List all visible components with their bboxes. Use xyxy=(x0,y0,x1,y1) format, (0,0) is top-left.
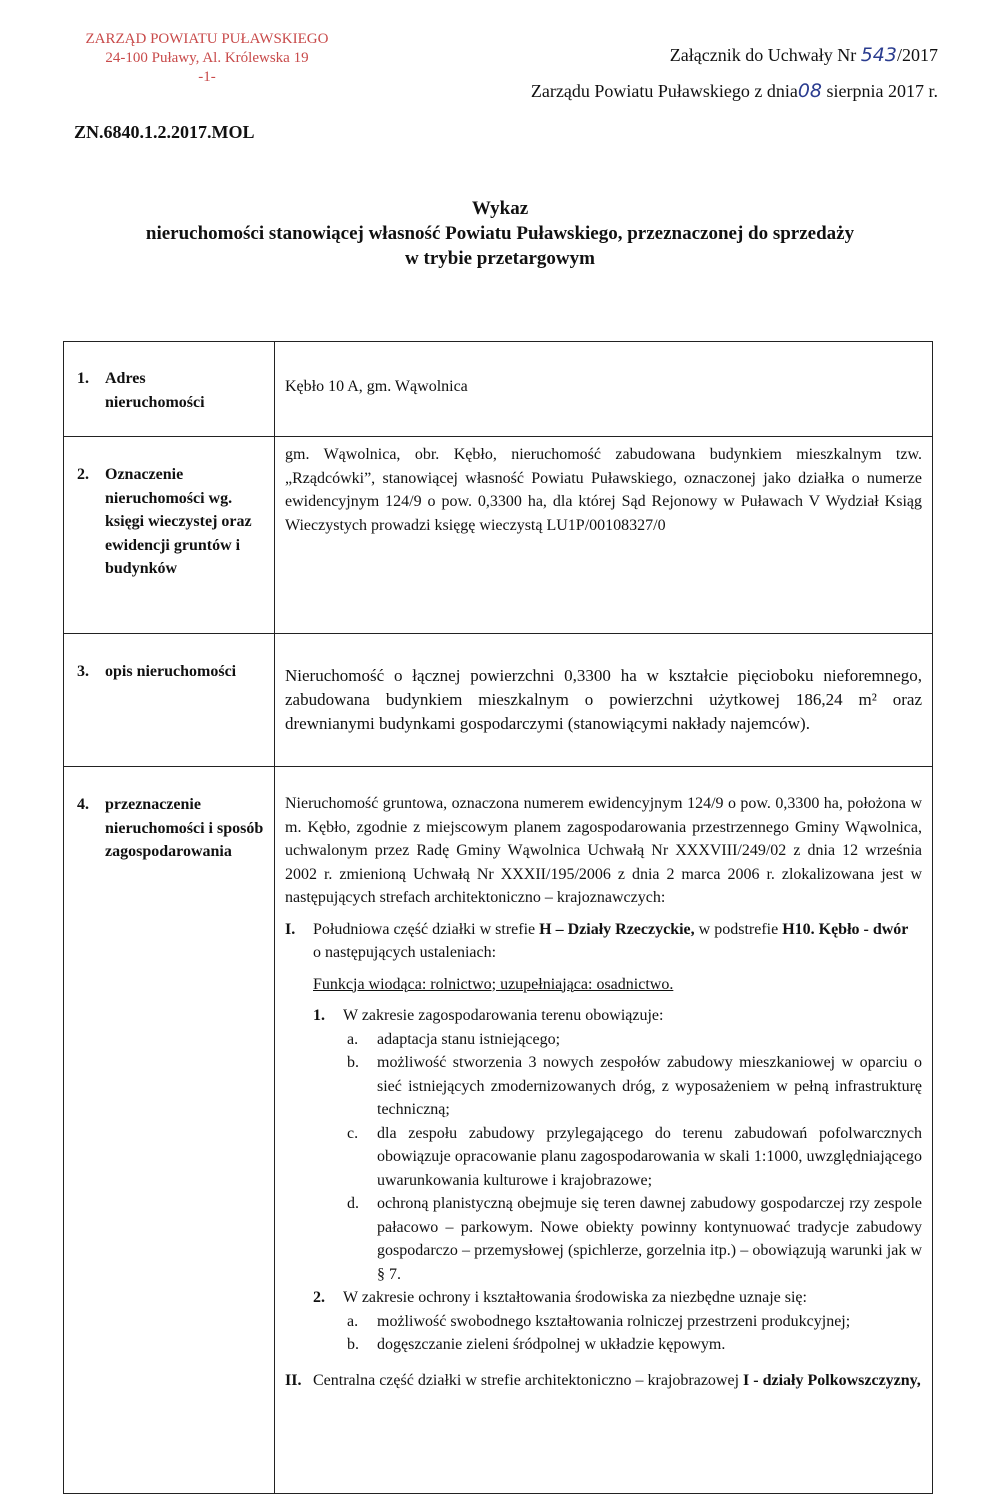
zone-name: I - działy Polkowszczyzny, xyxy=(743,1371,921,1389)
item-number: 1. xyxy=(313,1007,325,1024)
list-item xyxy=(313,1286,922,1310)
list-item xyxy=(313,1004,922,1028)
row-label-text: przeznaczenie nieruchomości i sposób zagospodarowania xyxy=(105,796,264,860)
zone-section-1 xyxy=(285,918,922,997)
letter-text: możliwość stworzenia 3 nowych zespołów zabudowy mieszkaniowej w oparciu o sieć istniejących zmodernizowanych dróg, z wyposażeniem w pełną infrastrukturę techniczną; xyxy=(377,1054,922,1118)
row-label xyxy=(64,767,275,1494)
row-label-text: opis nieruchomości xyxy=(105,663,237,680)
item-text: W zakresie zagospodarowania terenu obowiązuje: xyxy=(343,1007,664,1024)
annex-year: /2017 xyxy=(896,45,938,65)
row-content xyxy=(275,342,933,437)
row-label xyxy=(64,437,275,634)
item-text: W zakresie ochrony i kształtowania środowiska za niezbędne uznaje się: xyxy=(343,1289,807,1306)
letter-marker: d. xyxy=(347,1195,359,1212)
row-content xyxy=(275,767,933,1494)
letter-marker: c. xyxy=(347,1124,359,1142)
office-stamp xyxy=(62,30,352,87)
letter-marker: a. xyxy=(347,1030,359,1048)
address-text: Kębło 10 A, gm. Wąwolnica xyxy=(285,378,468,395)
letter-text: adaptacja stanu istniejącego; xyxy=(377,1030,561,1048)
table-row xyxy=(64,634,933,767)
letter-text: możliwość swobodnego kształtowania rolniczej przestrzeni produkcyjnej; xyxy=(377,1312,851,1330)
section2-text: Centralna część działki w strefie architektoniczno – krajobrazowej xyxy=(313,1371,744,1389)
list-item xyxy=(347,1051,922,1122)
row-number: 1. xyxy=(77,370,89,387)
row-label-text: Oznaczenie nieruchomości wg. księgi wieczystej oraz ewidencji gruntów i budynków xyxy=(105,466,252,577)
zone-name: H – Działy Rzeczyckie, xyxy=(539,920,695,938)
annex-line2-prefix: Zarządu Powiatu Puławskiego z dnia xyxy=(530,81,798,101)
function-text: Funkcja wiodąca: rolnictwo; uzupełniająca: osadnictwo. xyxy=(313,975,674,993)
table-row xyxy=(64,342,933,437)
property-table xyxy=(63,341,933,1494)
list-item xyxy=(347,1333,922,1357)
row-label-text: Adres nieruchomości xyxy=(105,370,205,411)
section1-findings: o następujących ustaleniach: xyxy=(313,944,497,961)
letter-marker: a. xyxy=(347,1312,359,1330)
table-row xyxy=(64,767,933,1494)
section-number: II. xyxy=(285,1371,302,1389)
case-signature: ZN.6840.1.2.2017.MOL xyxy=(74,122,255,142)
stamp-line-1: ZARZĄD POWIATU PUŁAWSKIEGO xyxy=(85,31,329,47)
letter-marker: b. xyxy=(347,1054,359,1071)
list-item xyxy=(347,1122,922,1193)
row-content xyxy=(275,634,933,767)
row-number: 2. xyxy=(77,466,89,483)
annex-prefix: Załącznik do Uchwały Nr xyxy=(669,45,861,65)
letter-marker: b. xyxy=(347,1336,359,1353)
stamp-line-2: 24-100 Puławy, Al. Królewska 19 xyxy=(105,50,309,66)
zoning-intro: Nieruchomość gruntowa, oznaczona numerem ewidencyjnym 124/9 o pow. 0,3300 ha, położona w m. Kębło, zgodnie z miejscowym planem zagospodarowania przestrzennego Gminy Wąwolnica, uchwalonym przez Radę Gminy Wąwolnica Uchwałą Nr XXXVIII/249/02 z dnia 12 września 2002 r. zmienioną Uchwałą Nr XXXII/195/2006 z dnia 2 marca 2006 r. zlokalizowana jest w następujących strefach architektoniczno – krajoznawczych: xyxy=(285,795,922,906)
item-number: 2. xyxy=(313,1289,325,1306)
resolution-day: 08 xyxy=(797,80,823,102)
row-content xyxy=(275,437,933,634)
zoning-sections xyxy=(275,918,932,1393)
row-label xyxy=(64,634,275,767)
list-item xyxy=(347,1310,922,1334)
row-number: 3. xyxy=(77,663,89,680)
title-line-3: w trybie przetargowym xyxy=(405,248,595,269)
annex-line-1 xyxy=(531,44,938,66)
subzone-name: H10. Kębło - dwór xyxy=(782,920,909,938)
zone-section-2 xyxy=(285,1369,922,1393)
row-label xyxy=(64,342,275,437)
table-row xyxy=(64,437,933,634)
title-line-1: Wykaz xyxy=(471,198,529,219)
registry-text: gm. Wąwolnica, obr. Kębło, nieruchomość zabudowana budynkiem mieszkalnym tzw. „Rządcówki”, stanowiącej własność Powiatu Puławskiego, oznaczonej jako działka o numerze ewidencyjnym 124/9 o pow. 0,3300 ha, dla której Sąd Rejonowy w Puławach V Wydział Ksiąg Wieczystych prowadzi księgę wieczystą LU1P/00108327/0 xyxy=(285,446,922,534)
section1-text-2: w podstrefie xyxy=(694,920,783,938)
row-number: 4. xyxy=(77,796,89,813)
section1-text: Południowa część działki w strefie xyxy=(313,920,540,938)
resolution-number: 543 xyxy=(860,44,897,66)
list-item xyxy=(347,1192,922,1286)
letter-text: dla zespołu zabudowy przylegającego do terenu zabudowań pofolwarcznych obowiązuje opracowanie planu zagospodarowania w skali 1:1000, uwzględniającego uwarunkowania kulturowe i krajobrazowe; xyxy=(377,1124,922,1189)
annex-line-2 xyxy=(531,80,938,102)
letter-text: dogęszczanie zieleni śródpolnej w układzie kępowym. xyxy=(377,1336,726,1353)
annex-header xyxy=(531,44,938,102)
letter-text: ochroną planistyczną obejmuje się teren dawnej zabudowy gospodarczej rzy zespole pałacowo – parkowym. Nowe obiekty powinny kontynuować tradycje zabudowy gospodarczo – przemysłowej (spichlerze, gorzelnia itp.) – obowiązują warunki jak w § 7. xyxy=(377,1195,922,1283)
description-text: Nieruchomość o łącznej powierzchni 0,3300 ha w kształcie pięcioboku nieforemnego, zabudowana budynkiem mieszkalnym o powierzchni użytkowej 186,24 m² oraz drewnianymi budynkami gospodarczymi (stanowiącymi nakłady najemców). xyxy=(285,666,922,733)
section-number: I. xyxy=(285,920,296,938)
stamp-line-3: -1- xyxy=(198,69,216,85)
document-title xyxy=(0,196,1000,271)
list-item xyxy=(347,1028,922,1052)
annex-line2-suffix: sierpnia 2017 r. xyxy=(822,81,938,101)
title-line-2: nieruchomości stanowiącej własność Powiatu Puławskiego, przeznaczonej do sprzedaży xyxy=(145,223,855,244)
